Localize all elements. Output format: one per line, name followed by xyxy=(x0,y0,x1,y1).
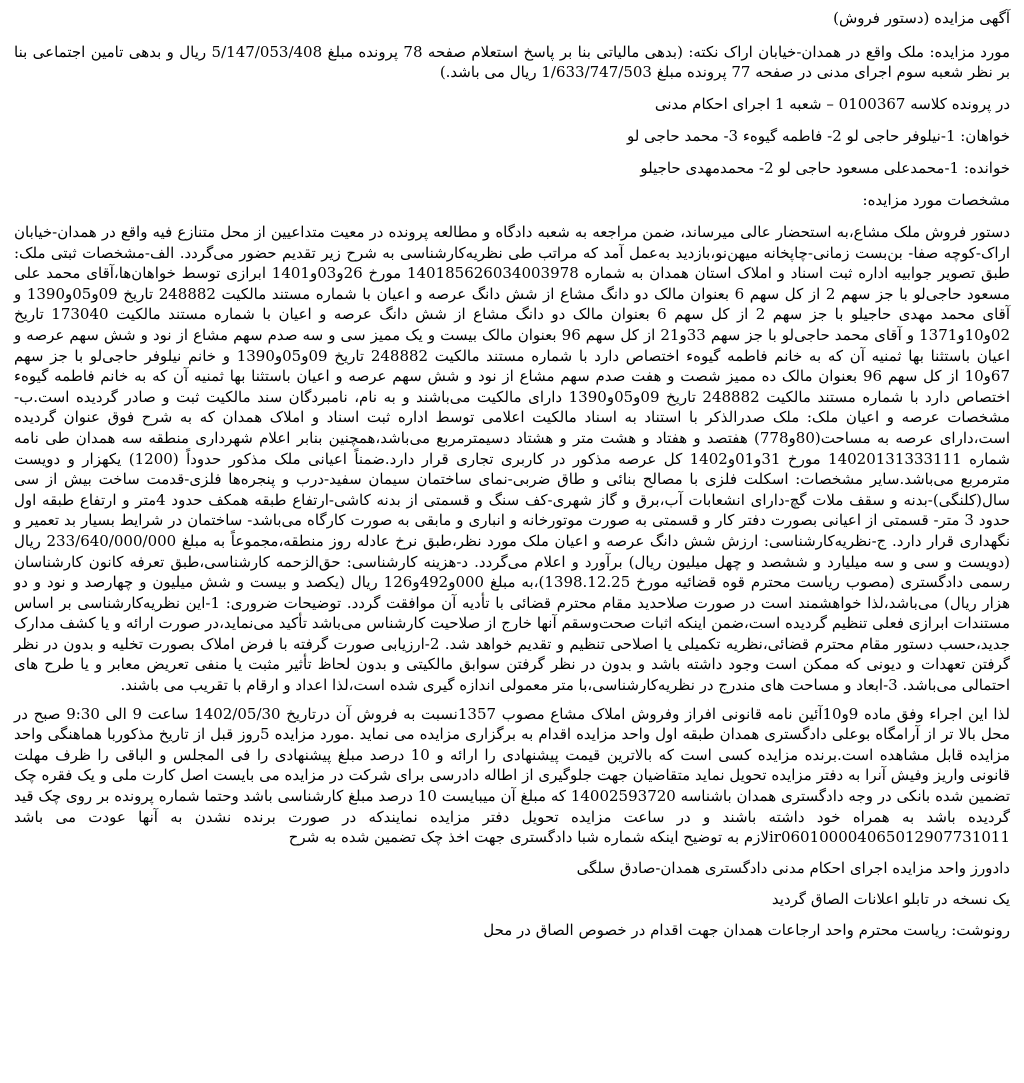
cc-note: رونوشت: ریاست محترم واحد ارجاعات همدان جهت اقدام در خصوص الصاق در محل xyxy=(483,920,1010,939)
specs-heading: مشخصات مورد مزایده: xyxy=(862,191,1010,209)
auction-terms-paragraph: لذا این اجراء وفق ماده 9و10آئین نامه قانونی افراز وفروش املاک مشاع مصوب 1357نسبت به فروش آن درتاریخ 1402/05/30 ساعت 9 الی 9:30 صبح در محل بالا تر از آرامگاه بوعلی دادگستری همدان طبقه اول واحد مزایده اقدام به برگزاری مزایده می نماید .مورد مزایده 5روز قبل از تاریخ مذکوربا هماهنگی واحد مزایده قابل مشاهده است.برنده مزایده کسی است که بالاترین قیمت پیشنهادی را ارائه و 10 درصد مبلغ پیشنهادی را فی المجلس و الباقی را ظرف مهلت قانونی واریز وفیش آنرا به دفتر مزایده تحویل نماید متقاضیان جهت جلوگیری از اطاله دادرسی برای شرکت در مزایده می بایست اصل کارت ملی و یک فقره چک تضمین شده بانکی در وجه دادگستری همدان باشناسه 14002593720 که مبلغ آن میبایست 10 درصد مبلغ کارشناسی باشد وحتما شماره پرونده بر روی چک قید گردیده باشد به همراه خود داشته باشند و در ساعت مزایده تحویل دفتر مزایده نمایندکه در صورت برنده نشدن به آنها عودت می باشد ir060100004065012907731011لازم به توضیح اینکه شماره شبا دادگستری جهت اخذ چک تضمین شده به شرح xyxy=(14,704,1011,847)
notice-title: آگهی مزایده (دستور فروش) xyxy=(833,9,1010,27)
case-file-number: در پرونده کلاسه 0100367 – شعبه 1 اجرای احکام مدنی xyxy=(654,95,1010,113)
defendants: خوانده: 1-محمدعلی مسعود حاجی لو 2- محمدمهدی حاجیلو xyxy=(640,159,1010,177)
auction-subject: مورد مزایده: ملک واقع در همدان-خیابان اراک نکته: (بدهی مالیاتی بنا بر پاسخ استعلام صفحه 78 پرونده مبلغ 5/147/053/408 ریال و بدهی تامین اجتماعی بنا بر نظر شعبه سوم اجرای مدنی در صفحه 77 پرونده مبلغ 1/633/747/503 ریال می باشد.) xyxy=(14,43,1010,81)
copy-posted-note: یک نسخه در تابلو اعلانات الصاق گردید xyxy=(771,889,1010,908)
expert-opinion-paragraph: دستور فروش ملک مشاع،به استحضار عالی میرساند، ضمن مراجعه به شعبه دادگاه و مطالعه پرونده در معیت متداعیین از محل متنازع فیه واقع در همدان-خیابان اراک-کوچه صفا- بن‌بست زمانی-چاپخانه میهن‌نو،بازدید به‌عمل آمد که مراتب طی نظریه‌کارشناسی به شرح زیر تقدیم حضور می‌گردد. الف-مشخصات ثبتی ملک: طبق تصویر جوابیه اداره ثبت اسناد و املاک استان همدان به شماره 140185626034003978 مورخ 26و03و1401 ابرازی توسط خواهان‌ها،آقای محمد علی مسعود حاجی‌لو با جز سهم 2 از کل سهم 6 بعنوان مالک دو دانگ مشاع از شش دانگ عرصه و اعیان با شماره مستند مالکیت 248882 تاریخ 09و05و1390 و آقای محمد مهدی حاجیلو با جز سهم 2 از کل سهم 6 بعنوان مالک دو دانگ مشاع از شش دانگ عرصه و اعیان با شماره مستند مالکیت 173040 تاریخ 02و10و1371 و آقای محمد حاجی‌لو با جز سهم 33و21 از کل سهم 96 بعنوان مالک بیست و یک ممیز سی و سه صدم سهم مشاع از نود و شش سهم عرصه و اعیان باستثنا بها ثمنیه آن که به خانم فاطمه گیوه‌ء اختصاص دارد با شماره مستند مالکیت 248882 تاریخ 09و05و1390 و خانم نیلوفر حاجی‌لو با جز سهم 67و10 از کل سهم 96 بعنوان مالک ده ممیز شصت و هفت صدم سهم مشاع از نود و شش سهم عرصه و اعیان باستثنا بها ثمنیه آن که به خانم فاطمه گیوه‌ء اختصاص دارد با شماره مستند مالکیت 248882 تاریخ 09و05و1390 دارای مالکیت می‌باشند و به نام، نامبردگان سند مالکیت ثبت و صادر گردیده است.ب- مشخصات عرصه و اعیان ملک: ملک صدرالذکر با استناد به اسناد مالکیت اعلامی توسط اداره ثبت اسناد و املاک همدان که به شرح فوق عنوان گردیده است،دارای عرصه به مساحت(80و778) هفتصد و هفتاد و هشت متر و هشتاد دسیمترمربع می‌باشد،همچنین بنابر اعلام شهرداری منطقه سه همدان طی نامه شماره 14020131333111 مورخ 31و01و1402 کل عرصه مذکور در کاربری تجاری قرار دارد.ضمناً اعیانی ملک مذکور حدوداً (1200) یکهزار و دویست مترمربع می‌باشد.سایر مشخصات: اسکلت فلزی با مصالح بنائی و طاق ضربی-نمای ساختمان سیمان سفید-درب و پنجره‌ها فلزی-قدمت ساخت بیش از سی سال(کلنگی)-بدنه و سقف ملات گچ-دارای انشعابات آب،برق و گاز شهری-کف سنگ و قسمتی از بدنه کاشی-ارتفاع طبقه همکف حدود 4متر و ارتفاع طبقه اول حدود 3 متر- قسمتی از اعیانی بصورت دفتر کار و قسمتی به صورت موتورخانه و انباری و مابقی به صورت کارگاه می‌باشد- ساختمان در شرایط بسیار بد تعمیر و نگهداری قرار دارد. ج-نظریه‌کارشناسی: ارزش شش دانگ عرصه و اعیان ملک مورد نظر،طبق نرخ عادله روز منطقه،مجموعاً به مبلغ 233/640/000/000 ریال (دویست و سی و سه میلیارد و ششصد و چهل میلیون ریال) برآورد و اعلام می‌گردد. د-هزینه کارشناسی: حق‌الزحمه کارشناسی،طبق تعرفه کانون کارشناسان رسمی دادگستری (مصوب ریاست محترم قوه قضائیه مورخ 1398.12.25)،به مبلغ 000و492و126 ریال (یکصد و بیست و شش میلیون و چهارصد و نود و دو هزار ریال) می‌باشد،لذا خواهشمند است در صورت صلاحدید مقام محترم قضائی با تأدیه آن موافقت گردد. توضیحات ضروری: 1-این نظریه‌کارشناسی بر اساس مستندات ابرازی فعلی تنظیم گردیده است،ضمن اینکه اثبات صحت‌وسقم آنها خارج از صلاحیت کارشناس می‌باشد تأکید می‌نماید،در صورت ارائه و یا کشف مدارک جدید،حسب دستور مقام محترم قضائی،نظریه تکمیلی یا اصلاحی تنظیم و تقدیم خواهد شد. 2-ارزیابی صورت گرفته با فرض املاک بصورت تخلیه و بدون در نظر گرفتن تعهدات و دیونی که ممکن است وجود داشته باشد و بدون در نظر گرفتن سوابق مالکیتی و بدون لحاظ تأثیر مثبت یا منفی تعریض معابر و یا طرح های احتمالی می‌باشد. 3-ابعاد و مساحت های مندرج در نظریه‌کارشناسی،با متر معمولی اندازه گیری شده است،لذا اعداد و ارقام با تقریب می باشند. xyxy=(14,223,1011,695)
plaintiffs: خواهان: 1-نیلوفر حاجی لو 2- فاطمه گیوه‌ء 3- محمد حاجی لو xyxy=(626,127,1010,145)
signature-line: دادورز واحد مزایده اجرای احکام مدنی دادگستری همدان-صادق سلگی xyxy=(576,858,1010,877)
